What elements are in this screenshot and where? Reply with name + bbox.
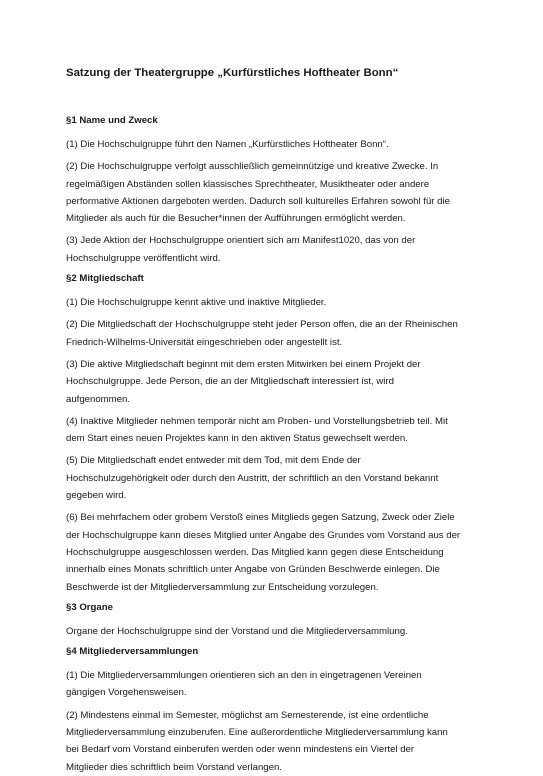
paragraph: (1) Die Hochschulgruppe führt den Namen „Kurfürstliches Hoftheater Bonn“.: [66, 139, 389, 150]
section-1: [66, 114, 491, 267]
section-heading: §1 Name und Zweck: [66, 115, 158, 126]
paragraph: (2) Mindestens einmal im Semester, möglichst am Semesterende, ist eine ordentliche Mitgliederversammlung einzuberufen. Eine außerordentliche Mitgliederversammlung kann bei Bedarf vom Vorstand einberufen werden oder wenn mindestens ein Viertel der Mitglieder dies schriftlich beim Vorstand verlangen.: [66, 709, 448, 773]
paragraph: Organe der Hochschulgruppe sind der Vorstand und die Mitgliederversammlung.: [66, 625, 408, 637]
paragraph: (4) Inaktive Mitglieder nehmen temporär nicht am Proben- und Vorstellungsbetrieb teil. Mit dem Start eines neuen Projektes kann in den aktiven Status gewechselt werden.: [66, 415, 448, 445]
paragraph: (3) Jede Aktion der Hochschulgruppe orientiert sich am Manifest1020, das von der Hochschulgruppe veröffentlicht wird.: [66, 235, 416, 264]
paragraph: (3) Die aktive Mitgliedschaft beginnt mit dem ersten Mitwirken bei einem Projekt der Hochschulgruppe. Jede Person, die an der Mitgliedschaft interessiert ist, wird aufgenommen.: [66, 358, 421, 405]
paragraph: (5) Die Mitgliedschaft endet entweder mit dem Tod, mit dem Ende der Hochschulzugehörigkeit oder durch den Austritt, der schriftlich an den Vorstand bekannt gegeben wird.: [66, 455, 439, 502]
paragraph: (2) Die Mitgliedschaft der Hochschulgruppe steht jeder Person offen, die an der Rheinischen Friedrich-Wilhelms-Universität eingeschrieben oder angestellt ist.: [66, 319, 458, 348]
section-3: [66, 601, 491, 640]
section-heading: §3 Organe: [66, 601, 113, 613]
paragraph: (1) Die Hochschulgruppe kennt aktive und inaktive Mitglieder.: [66, 297, 327, 309]
document-title: Satzung der Theatergruppe „Kurfürstliches Hoftheater Bonn“: [66, 67, 399, 79]
paragraph: (1) Die Mitgliederversammlungen orientieren sich an den in eingetragenen Vereinen gängigen Vorgehensweisen.: [66, 670, 422, 699]
paragraph: (2) Die Hochschulgruppe verfolgt ausschließlich gemeinnützige und kreative Zwecke. In regelmäßigen Abständen sollen klassisches Sprechtheater, Musiktheater oder andere performative Aktionen dargeboten werden. Dadurch soll kulturelles Erfahren sowohl für die Mitglieder als auch für die Besucher*innen der Aufführungen ermöglicht werden.: [66, 161, 450, 225]
section-heading: §2 Mitgliedschaft: [66, 273, 144, 285]
section-heading: §4 Mitgliederversammlungen: [66, 646, 199, 658]
paragraph: (6) Bei mehrfachem oder grobem Verstoß eines Mitglieds gegen Satzung, Zweck oder Ziele der Hochschulgruppe kann dieses Mitglied unter Angabe des Grundes vom Vorstand aus der Hochschulgruppe ausgeschlossen werden. Das Mitglied kann gegen diese Entscheidung innerhalb eines Monats schriftlich unter Angabe von Gründen Beschwerde einlegen. Die Beschwerde ist der Mitgliederversammlung zur Entscheidung vorzulegen.: [66, 512, 461, 593]
section-2: [66, 272, 491, 596]
section-4: [66, 645, 491, 776]
